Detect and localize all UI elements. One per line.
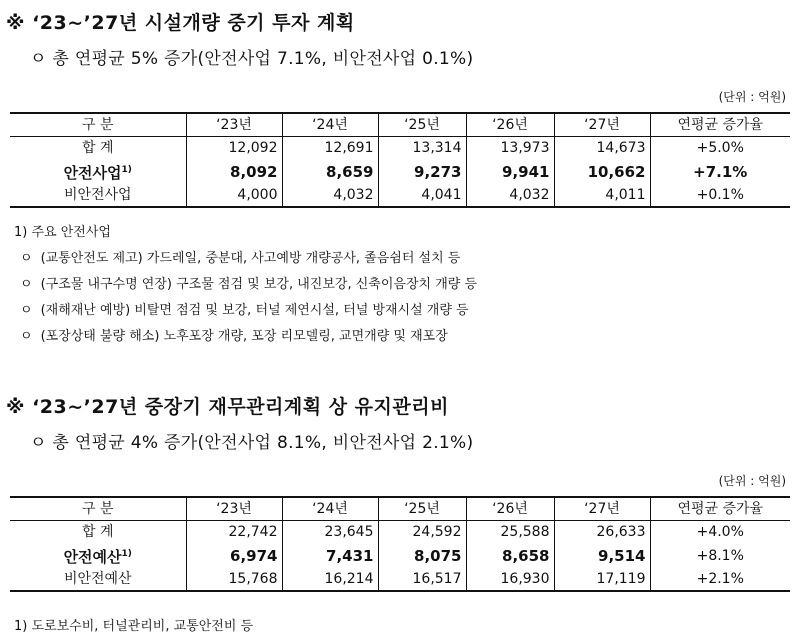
table-cell: 9,514 <box>554 543 650 568</box>
table-cell: 8,092 <box>186 159 282 184</box>
table-cell: 8,075 <box>378 543 466 568</box>
footnote-marker: 1) <box>121 549 132 559</box>
bullet-marker: ㅇ <box>20 303 33 318</box>
section2-heading: ※ ‘23~’27년 중장기 재무관리계획 상 유지관리비 <box>6 396 449 418</box>
section1-table <box>10 112 790 208</box>
growth-rate-cell: +2.1% <box>650 568 790 591</box>
table-cell: 12,691 <box>282 137 378 160</box>
table-header-row <box>10 497 790 521</box>
table-row <box>10 568 790 591</box>
section1-notes <box>14 220 477 350</box>
header-cell: 연평균 증가율 <box>650 497 790 521</box>
table-cell: 4,041 <box>378 184 466 207</box>
table-cell: 13,314 <box>378 137 466 160</box>
footnote-marker: 1) <box>121 165 132 175</box>
table-cell: 4,032 <box>282 184 378 207</box>
table-cell: 16,214 <box>282 568 378 591</box>
row-label: 비안전예산 <box>10 568 186 591</box>
header-cell: 구 분 <box>10 497 186 521</box>
header-cell: 연평균 증가율 <box>650 113 790 137</box>
table-row <box>10 184 790 207</box>
table-cell: 9,273 <box>378 159 466 184</box>
table-cell: 4,032 <box>466 184 554 207</box>
row-label-text: 안전예산 <box>63 548 122 566</box>
row-label: 합 계 <box>10 137 186 160</box>
table-cell: 17,119 <box>554 568 650 591</box>
table-cell: 4,000 <box>186 184 282 207</box>
header-cell: 구 분 <box>10 113 186 137</box>
header-cell: ‘26년 <box>466 113 554 137</box>
row-label: 비안전사업 <box>10 184 186 207</box>
bullet-marker: ㅇ <box>20 251 33 266</box>
header-cell: ‘24년 <box>282 497 378 521</box>
table-cell: 12,092 <box>186 137 282 160</box>
row-label-text: 안전사업 <box>63 164 122 182</box>
table-cell: 8,659 <box>282 159 378 184</box>
list-item-text: (구조물 내구수명 연장) 구조물 점검 및 보강, 내진보강, 신축이음장치 개량 등 <box>40 277 478 292</box>
growth-rate-cell: +0.1% <box>650 184 790 207</box>
table-cell: 7,431 <box>282 543 378 568</box>
list-item <box>14 246 477 272</box>
table-cell: 16,930 <box>466 568 554 591</box>
list-item-text: (교통안전도 제고) 가드레일, 중분대, 사고예방 개량공사, 졸음쉼터 설치 등 <box>40 251 461 266</box>
section1-heading: ※ ‘23~’27년 시설개량 중기 투자 계획 <box>6 12 355 34</box>
table-cell: 9,941 <box>466 159 554 184</box>
list-item-text: (포장상태 불량 해소) 노후포장 개량, 포장 리모델링, 교면개량 및 재포장 <box>40 329 448 344</box>
table-row <box>10 137 790 160</box>
row-label <box>10 159 186 184</box>
header-cell: ‘27년 <box>554 113 650 137</box>
footnote-text: 1) 도로보수비, 터널관리비, 교통안전비 등 <box>14 619 254 634</box>
section2-unit: (단위 : 억원) <box>718 474 786 488</box>
bullet-marker: ㅇ <box>20 329 33 344</box>
footnote-title: 1) 주요 안전사업 <box>14 225 111 240</box>
section1-summary: ㅇ 총 연평균 5% 증가(안전사업 7.1%, 비안전사업 0.1%) <box>30 49 474 69</box>
header-cell: ‘26년 <box>466 497 554 521</box>
row-label: 합 계 <box>10 521 186 544</box>
table-cell: 10,662 <box>554 159 650 184</box>
table-cell: 16,517 <box>378 568 466 591</box>
table-cell: 15,768 <box>186 568 282 591</box>
section2-table <box>10 496 790 592</box>
section2-summary: ㅇ 총 연평균 4% 증가(안전사업 8.1%, 비안전사업 2.1%) <box>30 433 474 453</box>
header-cell: ‘23년 <box>186 113 282 137</box>
table-row <box>10 543 790 568</box>
header-cell: ‘27년 <box>554 497 650 521</box>
table-cell: 8,658 <box>466 543 554 568</box>
list-item-text: (재해재난 예방) 비탈면 점검 및 보강, 터널 제연시설, 터널 방재시설 개량 등 <box>40 303 469 318</box>
table-cell: 23,645 <box>282 521 378 544</box>
row-label <box>10 543 186 568</box>
table-cell: 25,588 <box>466 521 554 544</box>
table-cell: 14,673 <box>554 137 650 160</box>
section1-unit: (단위 : 억원) <box>718 90 786 104</box>
bullet-marker: ㅇ <box>20 277 33 292</box>
header-cell: ‘25년 <box>378 497 466 521</box>
table-cell: 26,633 <box>554 521 650 544</box>
section2-notes <box>14 614 253 640</box>
growth-rate-cell: +7.1% <box>693 162 748 181</box>
header-cell: ‘23년 <box>186 497 282 521</box>
table-cell: 22,742 <box>186 521 282 544</box>
table-cell: 4,011 <box>554 184 650 207</box>
list-item <box>14 324 477 350</box>
header-cell: ‘25년 <box>378 113 466 137</box>
growth-rate-cell: +8.1% <box>696 547 744 564</box>
header-cell: ‘24년 <box>282 113 378 137</box>
growth-rate-cell: +4.0% <box>696 524 744 540</box>
list-item <box>14 298 477 324</box>
table-header-row <box>10 113 790 137</box>
table-cell: 24,592 <box>378 521 466 544</box>
table-row <box>10 521 790 544</box>
table-cell: 13,973 <box>466 137 554 160</box>
table-row <box>10 159 790 184</box>
list-item <box>14 272 477 298</box>
table-cell: 6,974 <box>186 543 282 568</box>
growth-rate-cell: +5.0% <box>696 140 744 156</box>
